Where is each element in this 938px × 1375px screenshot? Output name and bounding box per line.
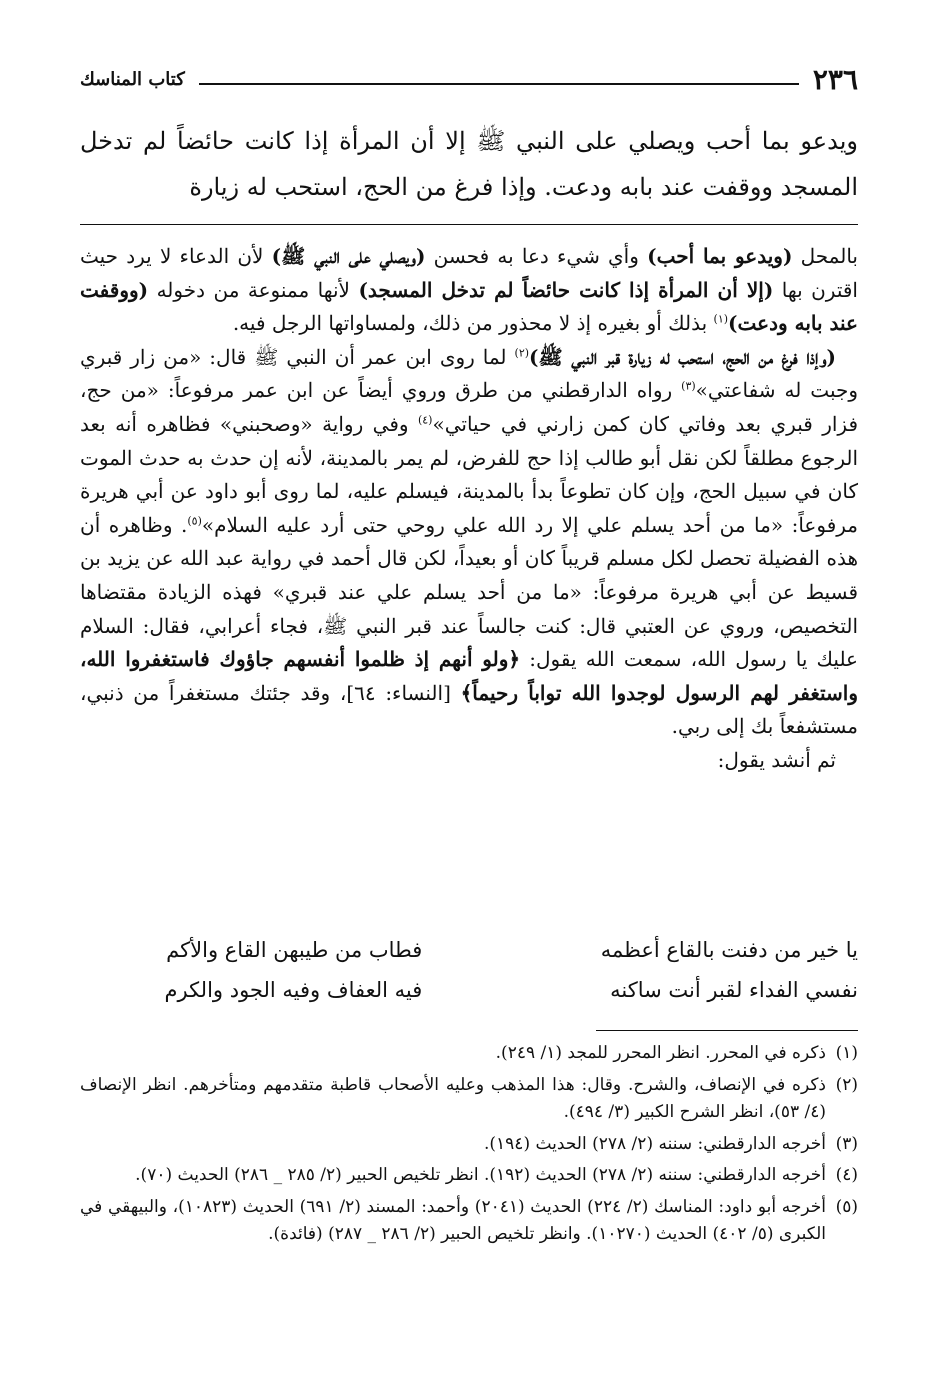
commentary <box>80 240 858 778</box>
text-run: لأنها ممنوعة من دخوله <box>148 277 359 302</box>
text-run: بالمحل <box>792 244 858 268</box>
poem <box>80 930 858 1010</box>
footnote-text: ذكره في الإنصاف، والشرح. وقال: هذا المذهب وعليه الأصحاب قاطبة متقدمهم ومتأخرهم. انظر الإنصاف (٤/ ٥٣)، انظر الشرح الكبير (٣/ ٤٩٤). <box>80 1074 826 1122</box>
footnote-number: (٤) <box>835 1165 858 1185</box>
footnotes <box>80 1040 858 1253</box>
hemistich-first: يا خير من دفنت بالقاع أعظمه <box>600 938 858 962</box>
hemistich-second: فطاب من طيبهن القاع والأكم <box>166 938 423 962</box>
footnote-ref[interactable]: (٥) <box>187 514 202 528</box>
footnote <box>80 1194 858 1249</box>
text-run: بذلك أو بغيره إذ لا محذور من ذلك، ولمساواتها الرجل فيه. <box>232 311 714 336</box>
poem-verse <box>80 970 858 1010</box>
text-run: . وظاهره أن هذه الفضيلة تحصل لكل مسلم قريباً كان أو بعيداً، لكن قال أحمد في رواية عبد الله عن يزيد بن قسيط عن أبي هريرة مرفوعاً: «ما من أحد يسلم علي عند قبري» فهذه الزيادة مقتضاها التخصيص، وروي عن العتبي قال: كنت جالساً عند قبر النبي ﷺ، فجاء أعرابي، فقال: السلام عليك يا رسول الله، سمعت الله يقول: <box>80 512 858 672</box>
commentary-paragraph-1 <box>80 240 858 341</box>
text-run: لأن الدعاء لا يرد حيث اقترن بها <box>80 244 858 302</box>
quran-verse: ﴿ولو أنهم إذ ظلموا أنفسهم جاؤوك فاستغفروا الله، واستغفر لهم الرسول لوجدوا الله تواباً رحيماً﴾ <box>80 647 859 705</box>
footnote-ref[interactable]: (٢) <box>514 346 530 360</box>
text-run: [النساء: ٦٤]، وقد جئتك مستغفراً من ذنبي، مستشفعاً بك إلى ربي. <box>80 680 858 739</box>
quoted-matn: (ويصلي على النبي ﷺ) <box>271 244 426 268</box>
poem-verse <box>80 930 858 970</box>
footnote <box>80 1162 858 1190</box>
footnote-text: أخرجه الدارقطني: سننه (٢/ ٢٧٨) الحديث (١٩٢). انظر تلخيص الحبير (٢/ ٢٨٥ _ ٢٨٦) الحديث (٧٠). <box>135 1165 826 1185</box>
page-number: ٢٣٦ <box>812 62 858 96</box>
commentary-paragraph-2 <box>80 341 858 744</box>
quoted-matn: (وإذا فرغ من الحج، استحب له زيارة قبر النبي ﷺ) <box>529 344 836 369</box>
text-run: وفي رواية «وصحبني» فظاهره أنه بعد الرجوع مطلقاً لكن نقل أبو طالب إذا حج للفرض، لم يمر بالمدينة، لأنه إن حدث به حدث الموت كان في سبيل الحج، وإن كان تطوعاً بدأ بالمدينة، فيسلم عليه، لما روى أبو داود عن أبي هريرة مرفوعاً: «ما من أحد يسلم علي إلا رد الله علي روحي حتى أرد عليه السلام» <box>80 411 859 537</box>
matn-divider <box>80 224 858 225</box>
quoted-matn: (ويدعو بما أحب) <box>647 244 793 268</box>
footnote-separator <box>596 1030 858 1031</box>
header-rule <box>199 83 799 85</box>
quoted-matn: (ووقفت عند بابه ودعت) <box>80 277 858 336</box>
footnote <box>80 1072 858 1127</box>
page-header <box>80 62 858 96</box>
text-run: رواه الدارقطني من طرق وروي أيضاً عن ابن عمر مرفوعاً: «من حج، فزار قبري بعد وفاتي كان كمن زارني في حياتي» <box>80 378 859 436</box>
book-title: كتاب المناسك <box>80 68 185 90</box>
footnote-ref[interactable]: (١) <box>713 312 729 326</box>
footnote-text: ذكره في المحرر. انظر المحرر للمجد (١/ ٢٤٩). <box>495 1043 826 1063</box>
footnote-text: أخرجه الدارقطني: سننه (٢/ ٢٧٨) الحديث (١٩٤). <box>484 1133 826 1154</box>
footnote-number: (٣) <box>835 1133 858 1154</box>
footnote-ref[interactable]: (٣) <box>681 379 696 393</box>
text-run: وأي شيء دعا به فحسن <box>425 244 648 268</box>
quoted-matn: (إلا أن المرأة إذا كانت حائضاً لم تدخل المسجد) <box>358 277 774 302</box>
footnote-ref[interactable]: (٤) <box>417 413 433 427</box>
text-run: لما روى ابن عمر أن النبي ﷺ قال: «من زار قبري وجبت له شفاعتي» <box>80 344 858 403</box>
footnote-number: (٢) <box>835 1074 858 1095</box>
commentary-paragraph-3: ثم أنشد يقول: <box>717 747 836 772</box>
footnote-number: (١) <box>835 1043 858 1063</box>
footnote <box>80 1131 858 1159</box>
footnote-number: (٥) <box>835 1196 858 1217</box>
footnote-text: أخرجه أبو داود: المناسك (٢/ ٢٢٤) الحديث (٢٠٤١) وأحمد: المسند (٢/ ٦٩١) الحديث (١٠٨٢٣)، والبيهقي في الكبرى (٥/ ٤٠٢) الحديث (١٠٢٧٠). وانظر تلخيص الحبير (٢/ ٢٨٦ _ ٢٨٧) (فائدة). <box>80 1196 827 1244</box>
footnote <box>80 1040 858 1068</box>
matn-text: ويدعو بما أحب ويصلي على النبي ﷺ إلا أن المرأة إذا كانت حائضاً لم تدخل المسجد ووقفت عند بابه ودعت. وإذا فرغ من الحج، استحب له زيارة <box>80 127 858 201</box>
hemistich-second: فيه العفاف وفيه الجود والكرم <box>164 978 423 1002</box>
hemistich-first: نفسي الفداء لقبر أنت ساكنه <box>610 978 858 1002</box>
